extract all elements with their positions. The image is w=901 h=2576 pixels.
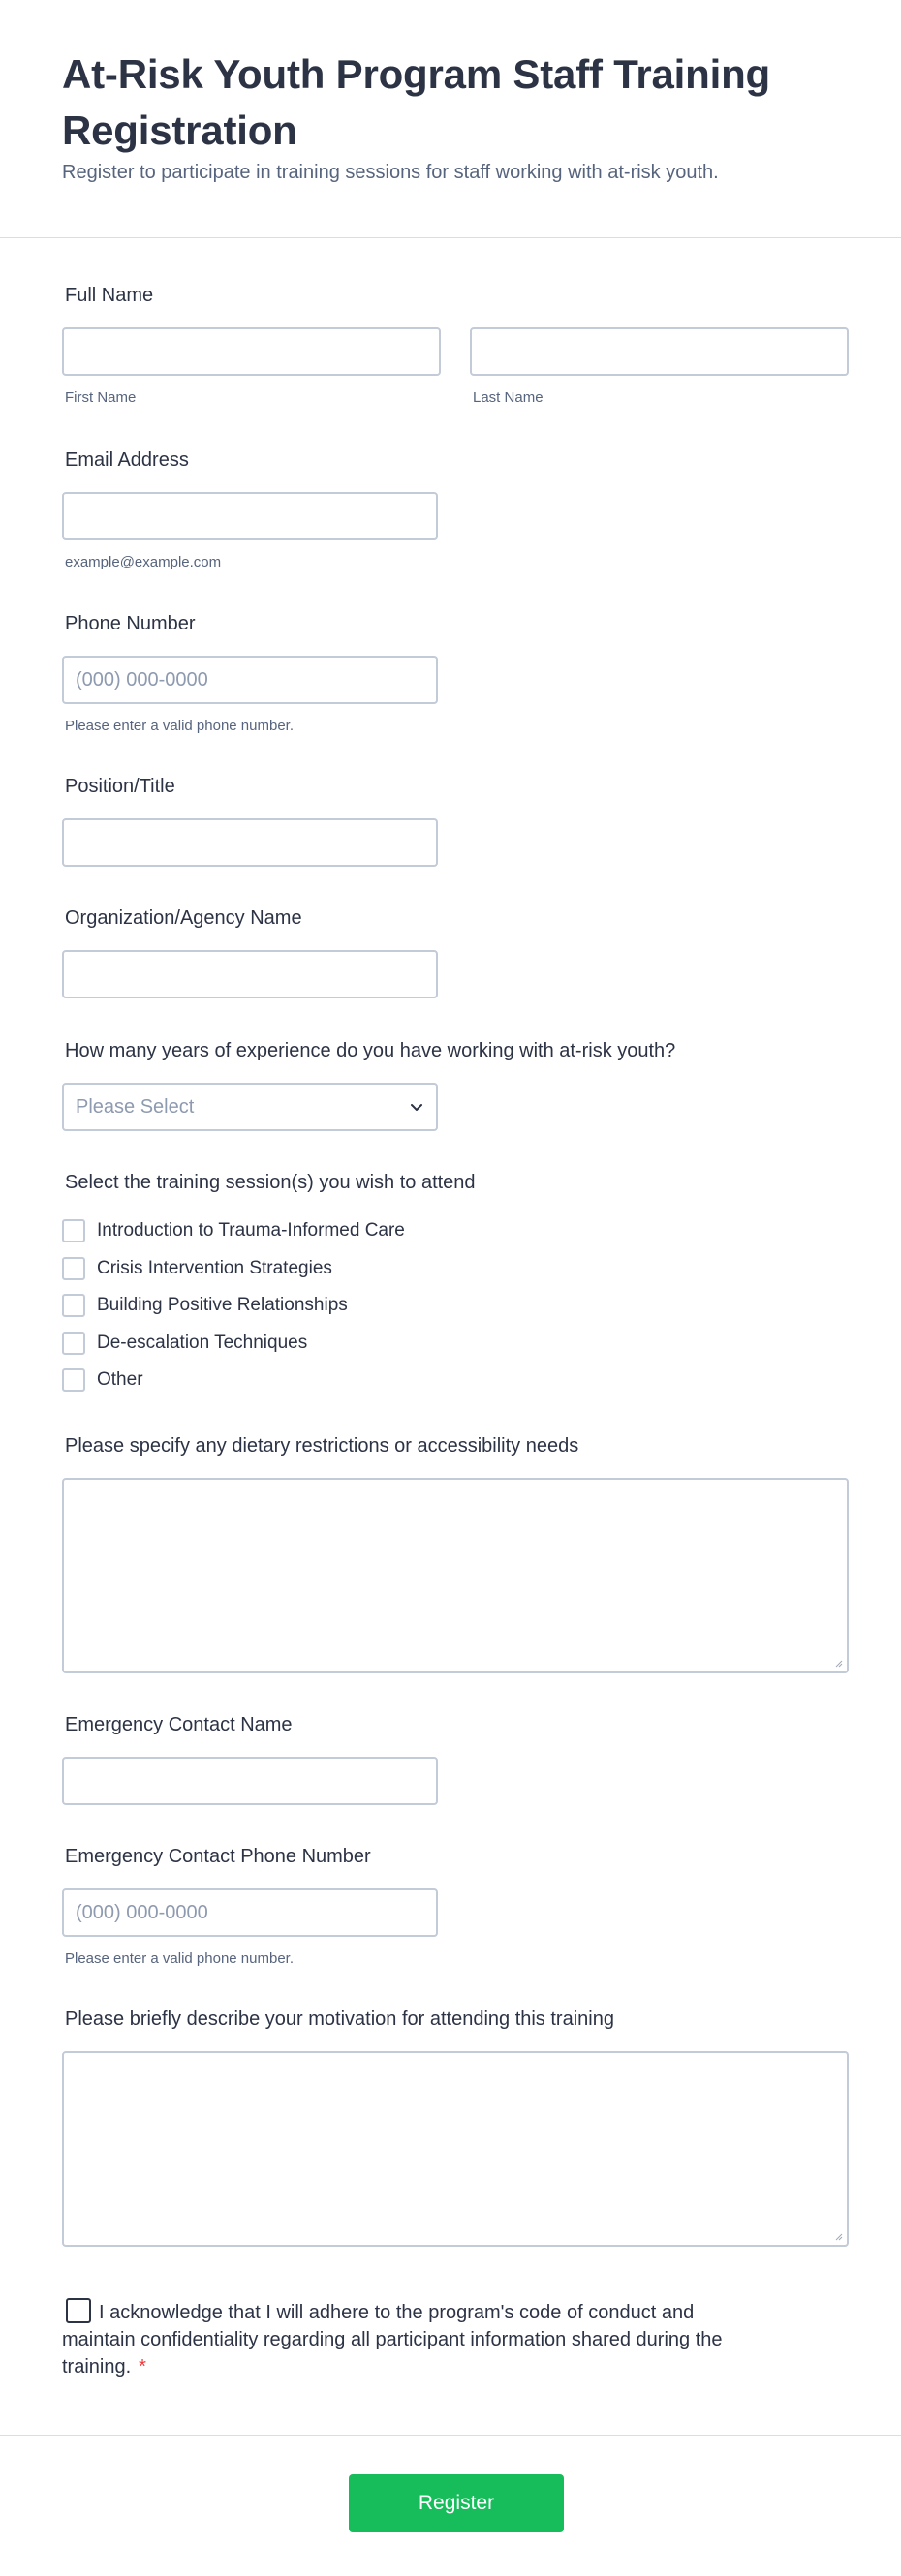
motivation-label: Please briefly describe your motivation for attending this training — [65, 2009, 614, 2030]
register-button[interactable]: Register — [349, 2474, 564, 2532]
organization-input[interactable] — [62, 950, 438, 998]
session-option-label: Crisis Intervention Strategies — [97, 1257, 332, 1278]
emergency-phone-placeholder: (000) 000-0000 — [76, 1902, 208, 1923]
position-label: Position/Title — [65, 776, 175, 797]
form-footer — [0, 2435, 901, 2576]
resize-handle-icon[interactable] — [833, 2231, 843, 2241]
required-mark: * — [139, 2356, 146, 2377]
full-name-label: Full Name — [65, 285, 154, 306]
full-name-field — [62, 283, 849, 408]
form-title: At-Risk Youth Program Staff Training Registration — [62, 51, 770, 153]
chevron-down-icon — [409, 1099, 424, 1115]
session-option[interactable] — [62, 1212, 476, 1250]
dietary-label: Please specify any dietary restrictions or accessibility needs — [65, 1435, 579, 1457]
email-field — [62, 447, 438, 572]
session-option-label: Introduction to Trauma-Informed Care — [97, 1220, 405, 1242]
email-sublabel: example@example.com — [65, 554, 222, 570]
emergency-name-input[interactable] — [62, 1757, 438, 1805]
phone-input[interactable] — [62, 656, 438, 704]
acknowledgment-field — [62, 2298, 760, 2380]
motivation-textarea[interactable] — [62, 2051, 849, 2247]
checkbox[interactable] — [62, 1294, 85, 1317]
last-name-sublabel: Last Name — [473, 389, 544, 406]
session-option[interactable] — [62, 1287, 476, 1325]
emergency-phone-sublabel: Please enter a valid phone number. — [65, 1950, 294, 1967]
acknowledgment-text: I acknowledge that I will adhere to the program's code of conduct and maintain confidentiality regarding all participant information shared during the training. — [62, 2302, 723, 2377]
session-option[interactable] — [62, 1325, 476, 1363]
emergency-name-label: Emergency Contact Name — [65, 1714, 293, 1735]
dietary-field — [62, 1433, 849, 1673]
form-header — [0, 0, 901, 238]
experience-field — [62, 1038, 675, 1131]
checkbox[interactable] — [62, 1368, 85, 1392]
emergency-phone-input[interactable] — [62, 1888, 438, 1937]
checkbox[interactable] — [62, 1219, 85, 1242]
checkbox[interactable] — [62, 1332, 85, 1355]
experience-label: How many years of experience do you have working with at-risk youth? — [65, 1040, 676, 1061]
dietary-textarea[interactable] — [62, 1478, 849, 1673]
emergency-phone-label: Emergency Contact Phone Number — [65, 1846, 371, 1867]
position-input[interactable] — [62, 818, 438, 867]
emergency-phone-field — [62, 1844, 438, 1969]
session-option[interactable] — [62, 1250, 476, 1288]
email-input[interactable] — [62, 492, 438, 540]
form-subtitle: Register to participate in training sessions for staff working with at-risk youth. — [62, 162, 719, 183]
first-name-input[interactable] — [62, 327, 441, 376]
experience-select[interactable] — [62, 1083, 438, 1131]
phone-sublabel: Please enter a valid phone number. — [65, 718, 294, 734]
phone-label: Phone Number — [65, 613, 196, 634]
organization-label: Organization/Agency Name — [65, 907, 302, 929]
emergency-name-field — [62, 1712, 438, 1805]
experience-selected-value: Please Select — [76, 1096, 195, 1118]
acknowledgment-checkbox[interactable] — [66, 2298, 91, 2323]
last-name-input[interactable] — [470, 327, 849, 376]
motivation-field — [62, 2007, 849, 2247]
first-name-sublabel: First Name — [65, 389, 137, 406]
session-option-label: De-escalation Techniques — [97, 1332, 308, 1353]
sessions-field — [62, 1170, 476, 1399]
sessions-label: Select the training session(s) you wish to attend — [65, 1172, 476, 1193]
sessions-options — [62, 1212, 476, 1399]
session-option[interactable] — [62, 1362, 476, 1399]
email-label: Email Address — [65, 449, 189, 471]
resize-handle-icon[interactable] — [833, 1658, 843, 1668]
session-option-label: Other — [97, 1369, 143, 1391]
organization-field — [62, 905, 438, 998]
session-option-label: Building Positive Relationships — [97, 1295, 348, 1316]
phone-placeholder: (000) 000-0000 — [76, 669, 208, 690]
position-field — [62, 774, 438, 867]
phone-field — [62, 611, 438, 736]
checkbox[interactable] — [62, 1257, 85, 1280]
